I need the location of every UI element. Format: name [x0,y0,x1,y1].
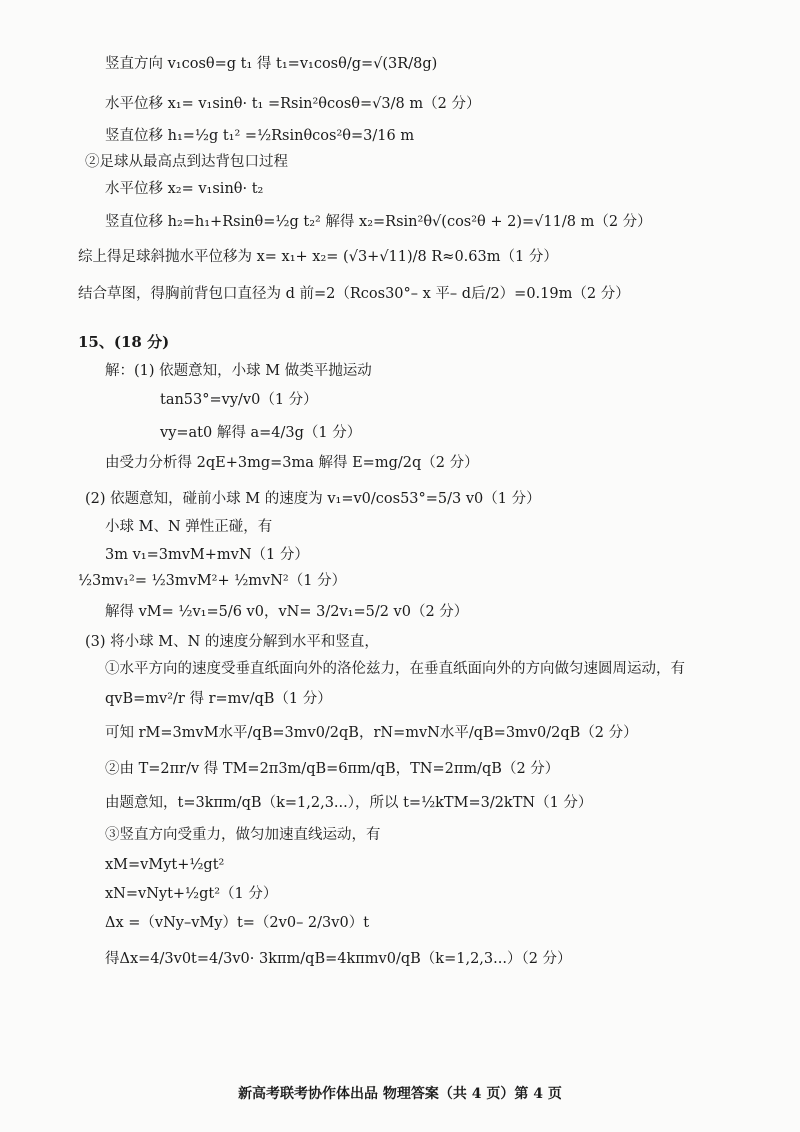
text-line-26: xM=vMyt+½gt² [105,857,225,873]
page-footer: 新高考联考协作体出品 物理答案（共 4 页）第 4 页 [238,1086,562,1102]
text-line-3: 竖直位移 h₁=½g t₁² =½Rsinθcos²θ=3/16 m [105,128,415,144]
text-line-11: tan53°=vy/v0（1 分） [160,392,318,408]
text-line-17: ½3mv₁²= ½3mvM²+ ½mvN²（1 分） [78,573,347,589]
text-line-2: 水平位移 x₁= v₁sinθ· t₁ =Rsin²θcosθ=√3/8 m（2 分） [105,96,481,112]
text-line-18: 解得 vM= ½v₁=5/6 v0，vN= 3/2v₁=5/2 v0（2 分） [105,604,469,620]
text-line-19: (3) 将小球 M、N 的速度分解到水平和竖直， [85,634,379,650]
text-line-23: ②由 T=2πr/v 得 TM=2π3m/qB=6πm/qB，TN=2πm/qB（2 分） [105,761,560,777]
text-line-10: 解：(1) 依题意知，小球 M 做类平抛运动 [105,363,372,379]
text-line-12: vy=at0 解得 a=4/3g（1 分） [160,425,362,441]
text-line-15: 小球 M、N 弹性正碰，有 [105,519,273,535]
text-line-8: 结合草图，得胸前背包口直径为 d 前=2（Rcos30°– x 平– d后/2）=0.19m（2 分） [78,286,630,302]
text-line-14: (2) 依题意知，碰前小球 M 的速度为 v₁=v0/cos53°=5/3 v0（1 分） [85,491,541,507]
text-line-16: 3m v₁=3mvM+mvN（1 分） [105,547,309,563]
text-line-4: ②足球从最高点到达背包口过程 [85,154,288,170]
text-line-6: 竖直位移 h₂=h₁+Rsinθ=½g t₂² 解得 x₂=Rsin²θ√(cos²θ + 2)=√11/8 m（2 分） [105,214,652,230]
text-line-22: 可知 rM=3mvM水平/qB=3mv0/2qB，rN=mvN水平/qB=3mv0/2qB（2 分） [105,725,638,741]
text-line-13: 由受力分析得 2qE+3mg=3ma 解得 E=mg/2q（2 分） [105,455,479,471]
question-15-heading: 15、(18 分) [78,333,170,351]
text-line-1: 竖直方向 v₁cosθ=g t₁ 得 t₁=v₁cosθ/g=√(3R/8g) [105,56,438,72]
text-line-21: qvB=mv²/r 得 r=mv/qB（1 分） [105,691,332,707]
text-line-20: ①水平方向的速度受垂直纸面向外的洛伦兹力，在垂直纸面向外的方向做匀速圆周运动，有 [105,661,685,677]
text-line-25: ③竖直方向受重力，做匀加速直线运动，有 [105,827,381,843]
text-line-28: Δx =（vNy–vMy）t=（2v0– 2/3v0）t [105,915,370,931]
text-line-24: 由题意知，t=3kπm/qB（k=1,2,3...），所以 t=½kTM=3/2kTN（1 分） [105,795,593,811]
text-line-27: xN=vNyt+½gt²（1 分） [105,886,278,902]
text-line-7: 综上得足球斜抛水平位移为 x= x₁+ x₂= (√3+√11)/8 R≈0.63m（1 分） [78,249,558,265]
text-line-5: 水平位移 x₂= v₁sinθ· t₂ [105,181,264,197]
text-line-29: 得Δx=4/3v0t=4/3v0· 3kπm/qB=4kπmv0/qB（k=1,2,3...）（2 分） [105,951,572,967]
